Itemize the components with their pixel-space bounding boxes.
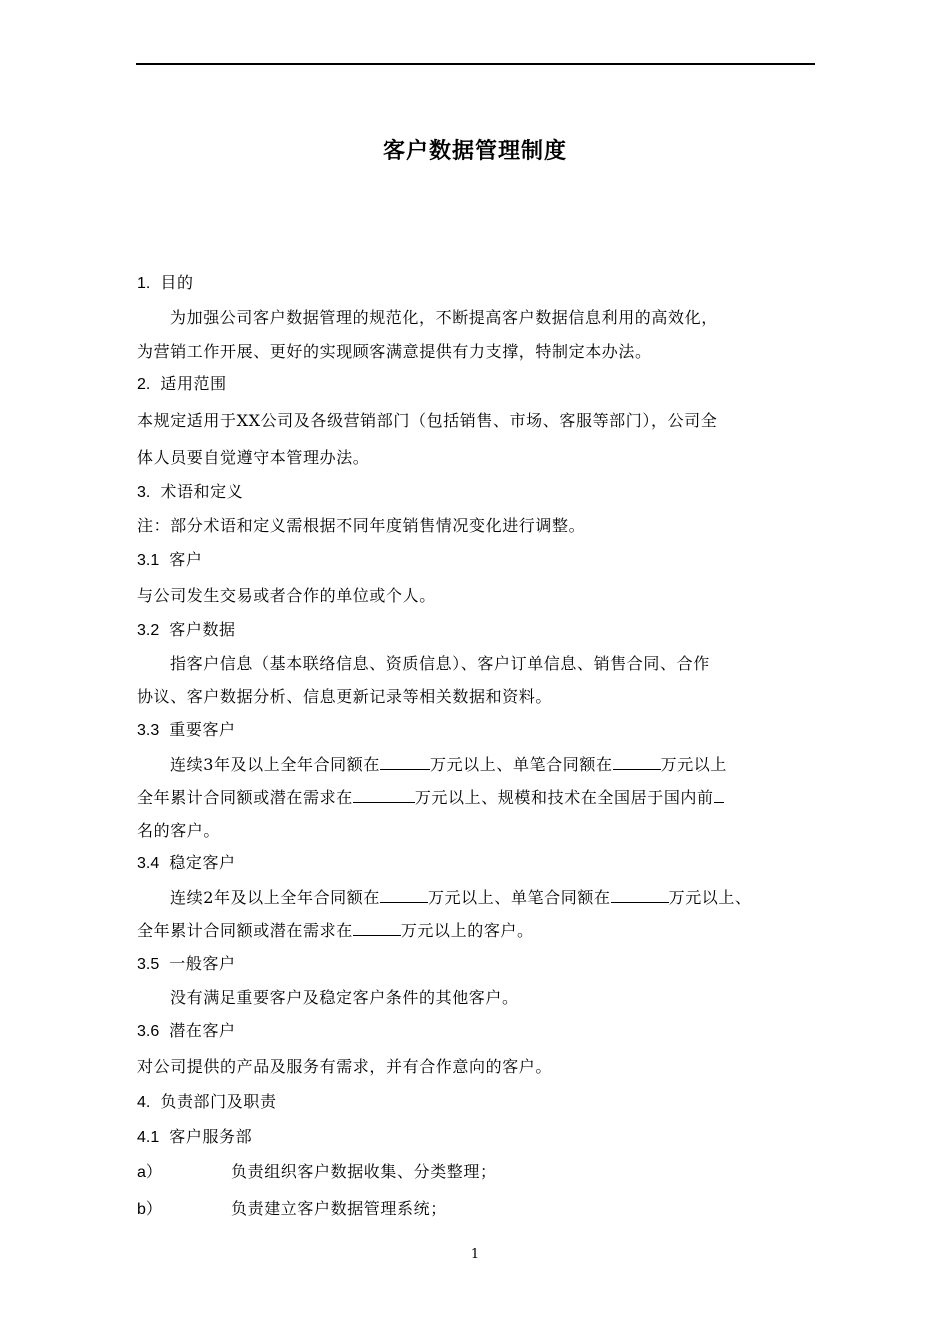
heading-number: 4.1 [137,1129,160,1146]
fill-in-blank [353,921,401,936]
heading-3-2 [137,619,236,642]
heading-number: 3. [137,484,151,501]
heading-label: 客户服务部 [169,1127,253,1146]
paragraph: 指客户信息（基本联络信息、资质信息）、客户订单信息、销售合同、合作 [170,654,710,673]
paragraph: 没有满足重要客户及稳定客户条件的其他客户。 [170,988,519,1007]
paragraph: 与公司发生交易或者合作的单位或个人。 [137,586,436,605]
heading-1 [137,272,194,295]
heading-3-6 [137,1020,236,1043]
paragraph-with-blanks [170,887,752,909]
heading-label: 客户 [169,550,203,569]
heading-label: 术语和定义 [160,482,244,501]
paragraph: 为营销工作开展、更好的实现顾客满意提供有力支撑，特制定本办法。 [137,342,652,361]
heading-label: 稳定客户 [169,853,236,872]
header-rule [136,63,815,65]
heading-label: 潜在客户 [169,1021,236,1040]
heading-label: 一般客户 [169,954,236,973]
paragraph: 本规定适用于XX公司及各级营销部门（包括销售、市场、客服等部门），公司全 [137,411,718,430]
list-marker: a） [137,1164,162,1181]
fill-in-blank [613,755,661,770]
paragraph: 为加强公司客户数据管理的规范化，不断提高客户数据信息利用的高效化， [170,308,718,327]
heading-number: 3.1 [137,552,160,569]
text-run: 连续2年及以上全年合同额在 [170,888,380,907]
text-run: 万元以上的客户。 [400,921,534,940]
heading-label: 目的 [160,273,194,292]
heading-number: 3.6 [137,1023,160,1040]
paragraph: 体人员要自觉遵守本管理办法。 [137,448,370,467]
paragraph: 对公司提供的产品及服务有需求，并有合作意向的客户。 [137,1057,553,1076]
document-title: 客户数据管理制度 [382,139,567,164]
fill-in-blank [380,888,428,903]
heading-label: 适用范围 [160,374,227,393]
heading-label: 客户数据 [169,620,236,639]
heading-number: 2. [137,376,151,393]
paragraph-with-blanks [137,787,724,809]
paragraph: 协议、客户数据分析、信息更新记录等相关数据和资料。 [137,687,553,706]
heading-3-5 [137,953,236,976]
list-item [137,1198,447,1221]
fill-in-blank [353,788,415,803]
heading-4 [137,1091,277,1114]
text-run: 万元以上 [660,755,727,774]
list-marker: b） [137,1201,162,1218]
heading-2 [137,373,227,396]
text-run: 万元以上、 [668,888,752,907]
fill-in-blank [611,888,669,903]
list-item [137,1161,497,1184]
heading-3-3 [137,719,236,742]
heading-number: 3.3 [137,722,160,739]
paragraph-with-blanks [137,920,534,942]
heading-label: 重要客户 [169,720,236,739]
text-run: 连续3年及以上全年合同额在 [170,755,380,774]
text-run: 万元以上、单笔合同额在 [427,888,611,907]
heading-number: 3.2 [137,622,160,639]
paragraph-with-blanks [170,754,727,776]
heading-4-1 [137,1126,252,1149]
list-text: 负责建立客户数据管理系统； [231,1199,447,1218]
heading-3-1 [137,549,202,572]
note: 注：部分术语和定义需根据不同年度销售情况变化进行调整。 [137,516,586,535]
heading-3 [137,481,243,504]
list-text: 负责组织客户数据收集、分类整理； [231,1162,497,1181]
heading-number: 1. [137,275,151,292]
heading-label: 负责部门及职责 [160,1092,277,1111]
paragraph: 名的客户。 [137,821,221,840]
text-run: 万元以上、单笔合同额在 [429,755,613,774]
heading-number: 4. [137,1094,151,1111]
text-run: 万元以上、规模和技术在全国居于国内前 [414,788,714,807]
heading-number: 3.4 [137,855,160,872]
fill-in-blank [714,788,724,803]
heading-3-4 [137,852,236,875]
heading-number: 3.5 [137,956,160,973]
text-run: 全年累计合同额或潜在需求在 [137,788,353,807]
page-number: 1 [470,1247,480,1262]
text-run: 全年累计合同额或潜在需求在 [137,921,353,940]
fill-in-blank [380,755,430,770]
